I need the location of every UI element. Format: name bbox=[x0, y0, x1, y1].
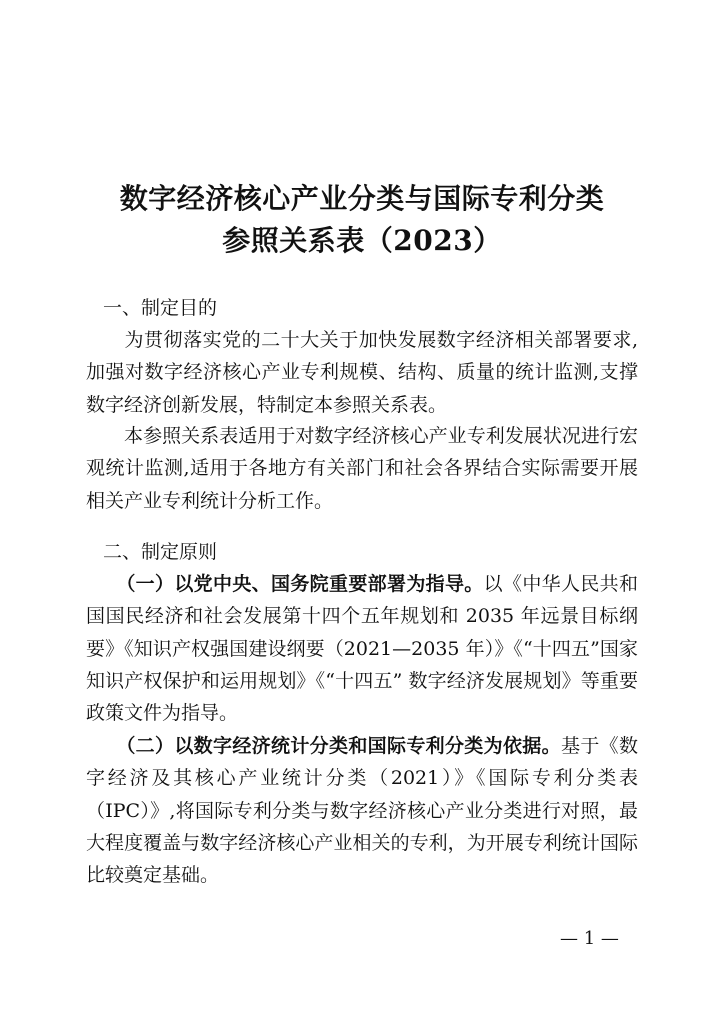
purpose-paragraph-1 bbox=[86, 324, 638, 421]
section-heading-purpose: 一、制定目的 bbox=[103, 297, 218, 319]
principle-2-paragraph bbox=[86, 730, 638, 891]
section-heading-principles: 二、制定原则 bbox=[103, 541, 218, 563]
principle-1-paragraph bbox=[86, 568, 638, 729]
document-title-line-1: 数字经济核心产业分类与国际专利分类 bbox=[119, 182, 605, 215]
purpose-paragraph-2-text: 本参照关系表适用于对数字经济核心产业专利发展状况进行宏观统计监测,适用于各地方有关部门和社会各界结合实际需要开展相关产业专利统计分析工作。 bbox=[86, 425, 638, 512]
page-number: — 1 — bbox=[560, 928, 619, 949]
principle-2-lead: （二）以数字经济统计分类和国际专利分类为依据。 bbox=[116, 735, 561, 757]
principle-2-text: 基于《数字经济及其核心产业统计分类（2021）》《国际专利分类表（IPC）》,将国际专利分类与数字经济核心产业分类进行对照，最大程度覆盖与数字经济核心产业相关的专利，为开展专利统计国际比较奠定基础。 bbox=[86, 735, 638, 887]
principle-1-lead: （一）以党中央、国务院重要部署为指导。 bbox=[116, 573, 484, 595]
purpose-paragraph-2 bbox=[86, 420, 638, 517]
principle-1-text: 以《中华人民共和国国民经济和社会发展第十四个五年规划和 2035 年远景目标纲要》《知识产权强国建设纲要（2021—2035 年）》《“十四五”国家知识产权保护和运用规划》《“十四五” 数字经济发展规划》等重要政策文件为指导。 bbox=[86, 573, 638, 725]
document-title-line-2: 参照关系表（2023） bbox=[222, 224, 502, 257]
purpose-paragraph-1-text: 为贯彻落实党的二十大关于加快发展数字经济相关部署要求,加强对数字经济核心产业专利规模、结构、质量的统计监测,支撑数字经济创新发展，特制定本参照关系表。 bbox=[86, 329, 638, 416]
